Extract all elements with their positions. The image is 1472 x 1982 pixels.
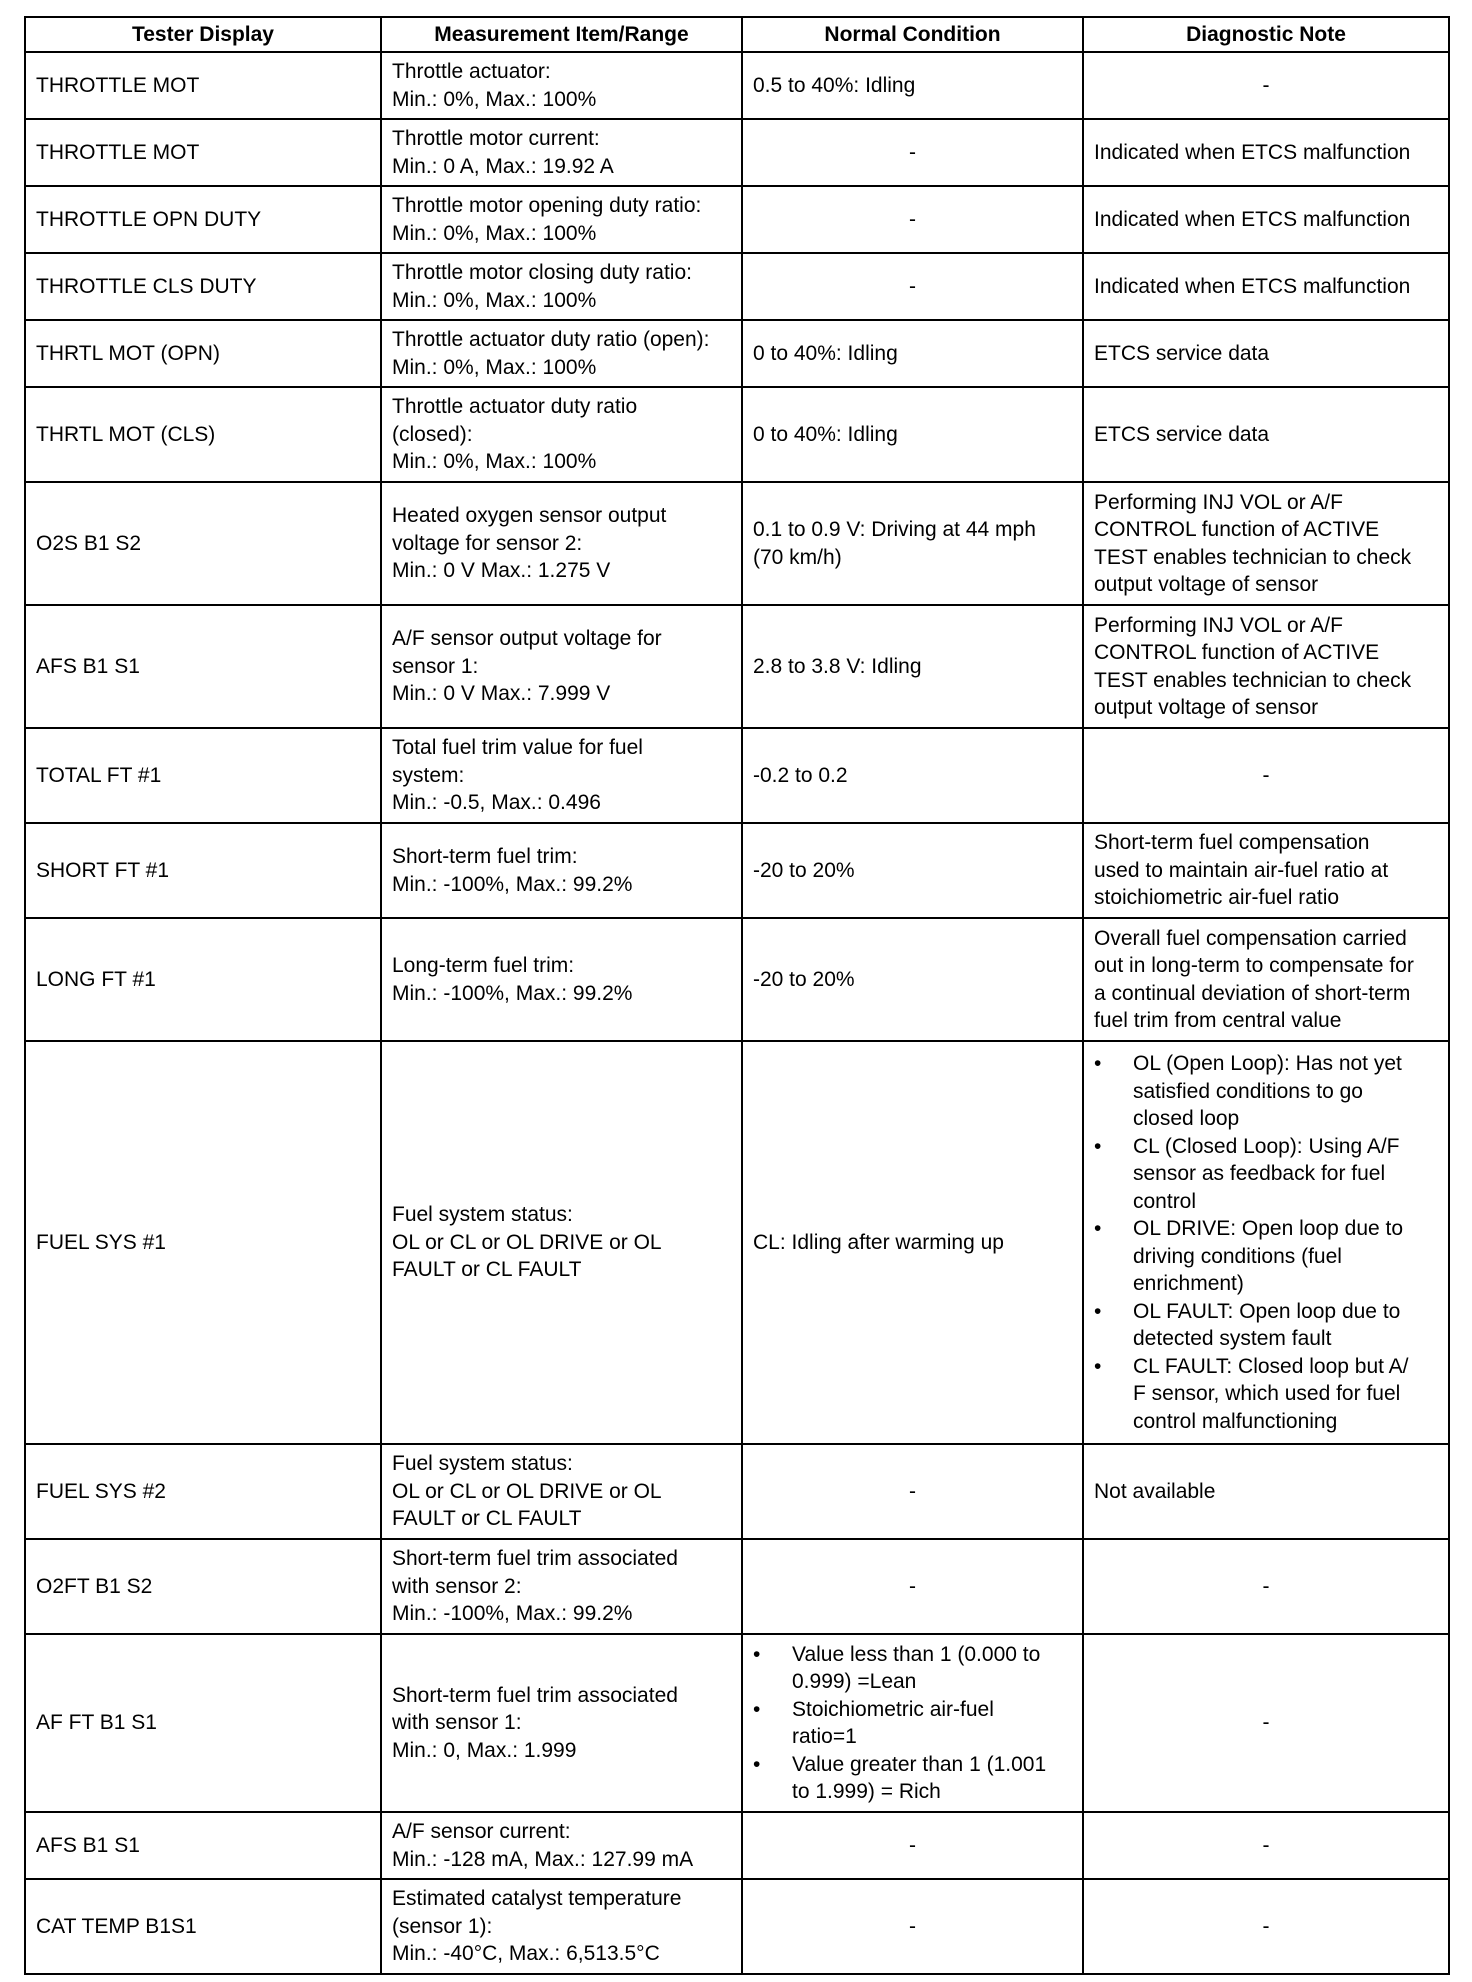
cell-measurement: A/F sensor current: Min.: -128 mA, Max.: 127.99 mA: [381, 1812, 742, 1879]
cell-diagnostic-note: Indicated when ETCS malfunction: [1083, 119, 1449, 186]
cell-diagnostic-note: ETCS service data: [1083, 320, 1449, 387]
cell-diagnostic-note: -: [1083, 1539, 1449, 1634]
cell-measurement: Total fuel trim value for fuel system: Min.: -0.5, Max.: 0.496: [381, 728, 742, 823]
cell-tester-display: LONG FT #1: [25, 918, 381, 1041]
table-row: [25, 119, 1449, 186]
cell-diagnostic-note: [1083, 1041, 1449, 1444]
cell-normal-condition: -: [742, 253, 1083, 320]
cell-diagnostic-note: Overall fuel compensation carried out in long-term to compensate for a continual deviation of short-term fuel trim from central value: [1083, 918, 1449, 1041]
cell-measurement: Throttle motor closing duty ratio: Min.: 0%, Max.: 100%: [381, 253, 742, 320]
table-row: [25, 728, 1449, 823]
table-row: [25, 186, 1449, 253]
cell-diagnostic-note: ETCS service data: [1083, 387, 1449, 482]
cell-measurement: Fuel system status: OL or CL or OL DRIVE or OL FAULT or CL FAULT: [381, 1444, 742, 1539]
cell-normal-condition: -20 to 20%: [742, 823, 1083, 918]
table-row: [25, 918, 1449, 1041]
cell-measurement: Short-term fuel trim associated with sensor 2: Min.: -100%, Max.: 99.2%: [381, 1539, 742, 1634]
cell-tester-display: AF FT B1 S1: [25, 1634, 381, 1812]
list-item: • Stoichiometric air-fuel ratio=1: [753, 1696, 1072, 1751]
list-item: • Value less than 1 (0.000 to 0.999) =Lean: [753, 1641, 1072, 1696]
table-row: [25, 482, 1449, 605]
cell-tester-display: SHORT FT #1: [25, 823, 381, 918]
cell-tester-display: FUEL SYS #1: [25, 1041, 381, 1444]
cell-measurement: Fuel system status: OL or CL or OL DRIVE or OL FAULT or CL FAULT: [381, 1041, 742, 1444]
cell-normal-condition: -: [742, 186, 1083, 253]
table-row: [25, 1879, 1449, 1974]
table-row: [25, 1812, 1449, 1879]
cell-tester-display: AFS B1 S1: [25, 1812, 381, 1879]
list-item: • OL FAULT: Open loop due to detected system fault: [1094, 1298, 1438, 1353]
table-row: [25, 320, 1449, 387]
cell-normal-condition: -20 to 20%: [742, 918, 1083, 1041]
cell-normal-condition: -: [742, 1539, 1083, 1634]
cell-measurement: Short-term fuel trim: Min.: -100%, Max.: 99.2%: [381, 823, 742, 918]
cell-tester-display: THROTTLE CLS DUTY: [25, 253, 381, 320]
header-diagnostic-note: Diagnostic Note: [1083, 17, 1449, 52]
cell-measurement: Throttle motor opening duty ratio: Min.: 0%, Max.: 100%: [381, 186, 742, 253]
cell-normal-condition: -: [742, 1444, 1083, 1539]
cell-measurement: Long-term fuel trim: Min.: -100%, Max.: 99.2%: [381, 918, 742, 1041]
cell-measurement: Throttle actuator duty ratio (closed): Min.: 0%, Max.: 100%: [381, 387, 742, 482]
cell-normal-condition: -0.2 to 0.2: [742, 728, 1083, 823]
table-row: [25, 52, 1449, 119]
table-row: [25, 823, 1449, 918]
cell-normal-condition: 0 to 40%: Idling: [742, 387, 1083, 482]
cell-tester-display: AFS B1 S1: [25, 605, 381, 728]
cell-tester-display: THROTTLE OPN DUTY: [25, 186, 381, 253]
list-item: • Value greater than 1 (1.001 to 1.999) = Rich: [753, 1751, 1072, 1806]
header-row: [25, 17, 1449, 52]
list-item: • CL FAULT: Closed loop but A/ F sensor, which used for fuel control malfunctioning: [1094, 1353, 1438, 1436]
header-normal-condition: Normal Condition: [742, 17, 1083, 52]
cell-tester-display: FUEL SYS #2: [25, 1444, 381, 1539]
cell-tester-display: THRTL MOT (CLS): [25, 387, 381, 482]
cell-normal-condition: 0.5 to 40%: Idling: [742, 52, 1083, 119]
cell-diagnostic-note: -: [1083, 728, 1449, 823]
cell-tester-display: CAT TEMP B1S1: [25, 1879, 381, 1974]
cell-normal-condition: -: [742, 1812, 1083, 1879]
bullet-list: [1094, 1050, 1438, 1435]
cell-tester-display: THRTL MOT (OPN): [25, 320, 381, 387]
cell-diagnostic-note: Short-term fuel compensation used to maintain air-fuel ratio at stoichiometric air-fuel ratio: [1083, 823, 1449, 918]
list-item: • OL (Open Loop): Has not yet satisfied conditions to go closed loop: [1094, 1050, 1438, 1133]
cell-diagnostic-note: -: [1083, 1634, 1449, 1812]
cell-measurement: Throttle actuator: Min.: 0%, Max.: 100%: [381, 52, 742, 119]
table-row: [25, 1539, 1449, 1634]
cell-diagnostic-note: Indicated when ETCS malfunction: [1083, 253, 1449, 320]
cell-diagnostic-note: Performing INJ VOL or A/F CONTROL function of ACTIVE TEST enables technician to check output voltage of sensor: [1083, 605, 1449, 728]
cell-normal-condition: 0 to 40%: Idling: [742, 320, 1083, 387]
header-measurement: Measurement Item/Range: [381, 17, 742, 52]
list-item: • CL (Closed Loop): Using A/F sensor as feedback for fuel control: [1094, 1133, 1438, 1216]
cell-normal-condition: 2.8 to 3.8 V: Idling: [742, 605, 1083, 728]
cell-measurement: Short-term fuel trim associated with sensor 1: Min.: 0, Max.: 1.999: [381, 1634, 742, 1812]
table-row: [25, 1041, 1449, 1444]
cell-normal-condition: 0.1 to 0.9 V: Driving at 44 mph (70 km/h): [742, 482, 1083, 605]
table-row: [25, 1634, 1449, 1812]
cell-diagnostic-note: -: [1083, 1812, 1449, 1879]
cell-measurement: Throttle motor current: Min.: 0 A, Max.: 19.92 A: [381, 119, 742, 186]
cell-tester-display: O2FT B1 S2: [25, 1539, 381, 1634]
cell-measurement: A/F sensor output voltage for sensor 1: Min.: 0 V Max.: 7.999 V: [381, 605, 742, 728]
table-row: [25, 605, 1449, 728]
cell-measurement: Estimated catalyst temperature (sensor 1): Min.: -40°C, Max.: 6,513.5°C: [381, 1879, 742, 1974]
cell-normal-condition: -: [742, 1879, 1083, 1974]
table-row: [25, 1444, 1449, 1539]
bullet-list: [753, 1641, 1072, 1806]
cell-tester-display: THROTTLE MOT: [25, 52, 381, 119]
cell-tester-display: THROTTLE MOT: [25, 119, 381, 186]
data-list-table: [24, 16, 1450, 1975]
cell-tester-display: O2S B1 S2: [25, 482, 381, 605]
cell-diagnostic-note: Not available: [1083, 1444, 1449, 1539]
list-item: • OL DRIVE: Open loop due to driving conditions (fuel enrichment): [1094, 1215, 1438, 1298]
cell-normal-condition: [742, 1634, 1083, 1812]
cell-diagnostic-note: Indicated when ETCS malfunction: [1083, 186, 1449, 253]
cell-diagnostic-note: -: [1083, 52, 1449, 119]
header-tester-display: Tester Display: [25, 17, 381, 52]
table-row: [25, 253, 1449, 320]
table-row: [25, 387, 1449, 482]
cell-measurement: Throttle actuator duty ratio (open): Min.: 0%, Max.: 100%: [381, 320, 742, 387]
page: [24, 16, 1448, 1975]
cell-diagnostic-note: -: [1083, 1879, 1449, 1974]
cell-tester-display: TOTAL FT #1: [25, 728, 381, 823]
cell-measurement: Heated oxygen sensor output voltage for sensor 2: Min.: 0 V Max.: 1.275 V: [381, 482, 742, 605]
cell-diagnostic-note: Performing INJ VOL or A/F CONTROL function of ACTIVE TEST enables technician to check output voltage of sensor: [1083, 482, 1449, 605]
cell-normal-condition: -: [742, 119, 1083, 186]
cell-normal-condition: CL: Idling after warming up: [742, 1041, 1083, 1444]
